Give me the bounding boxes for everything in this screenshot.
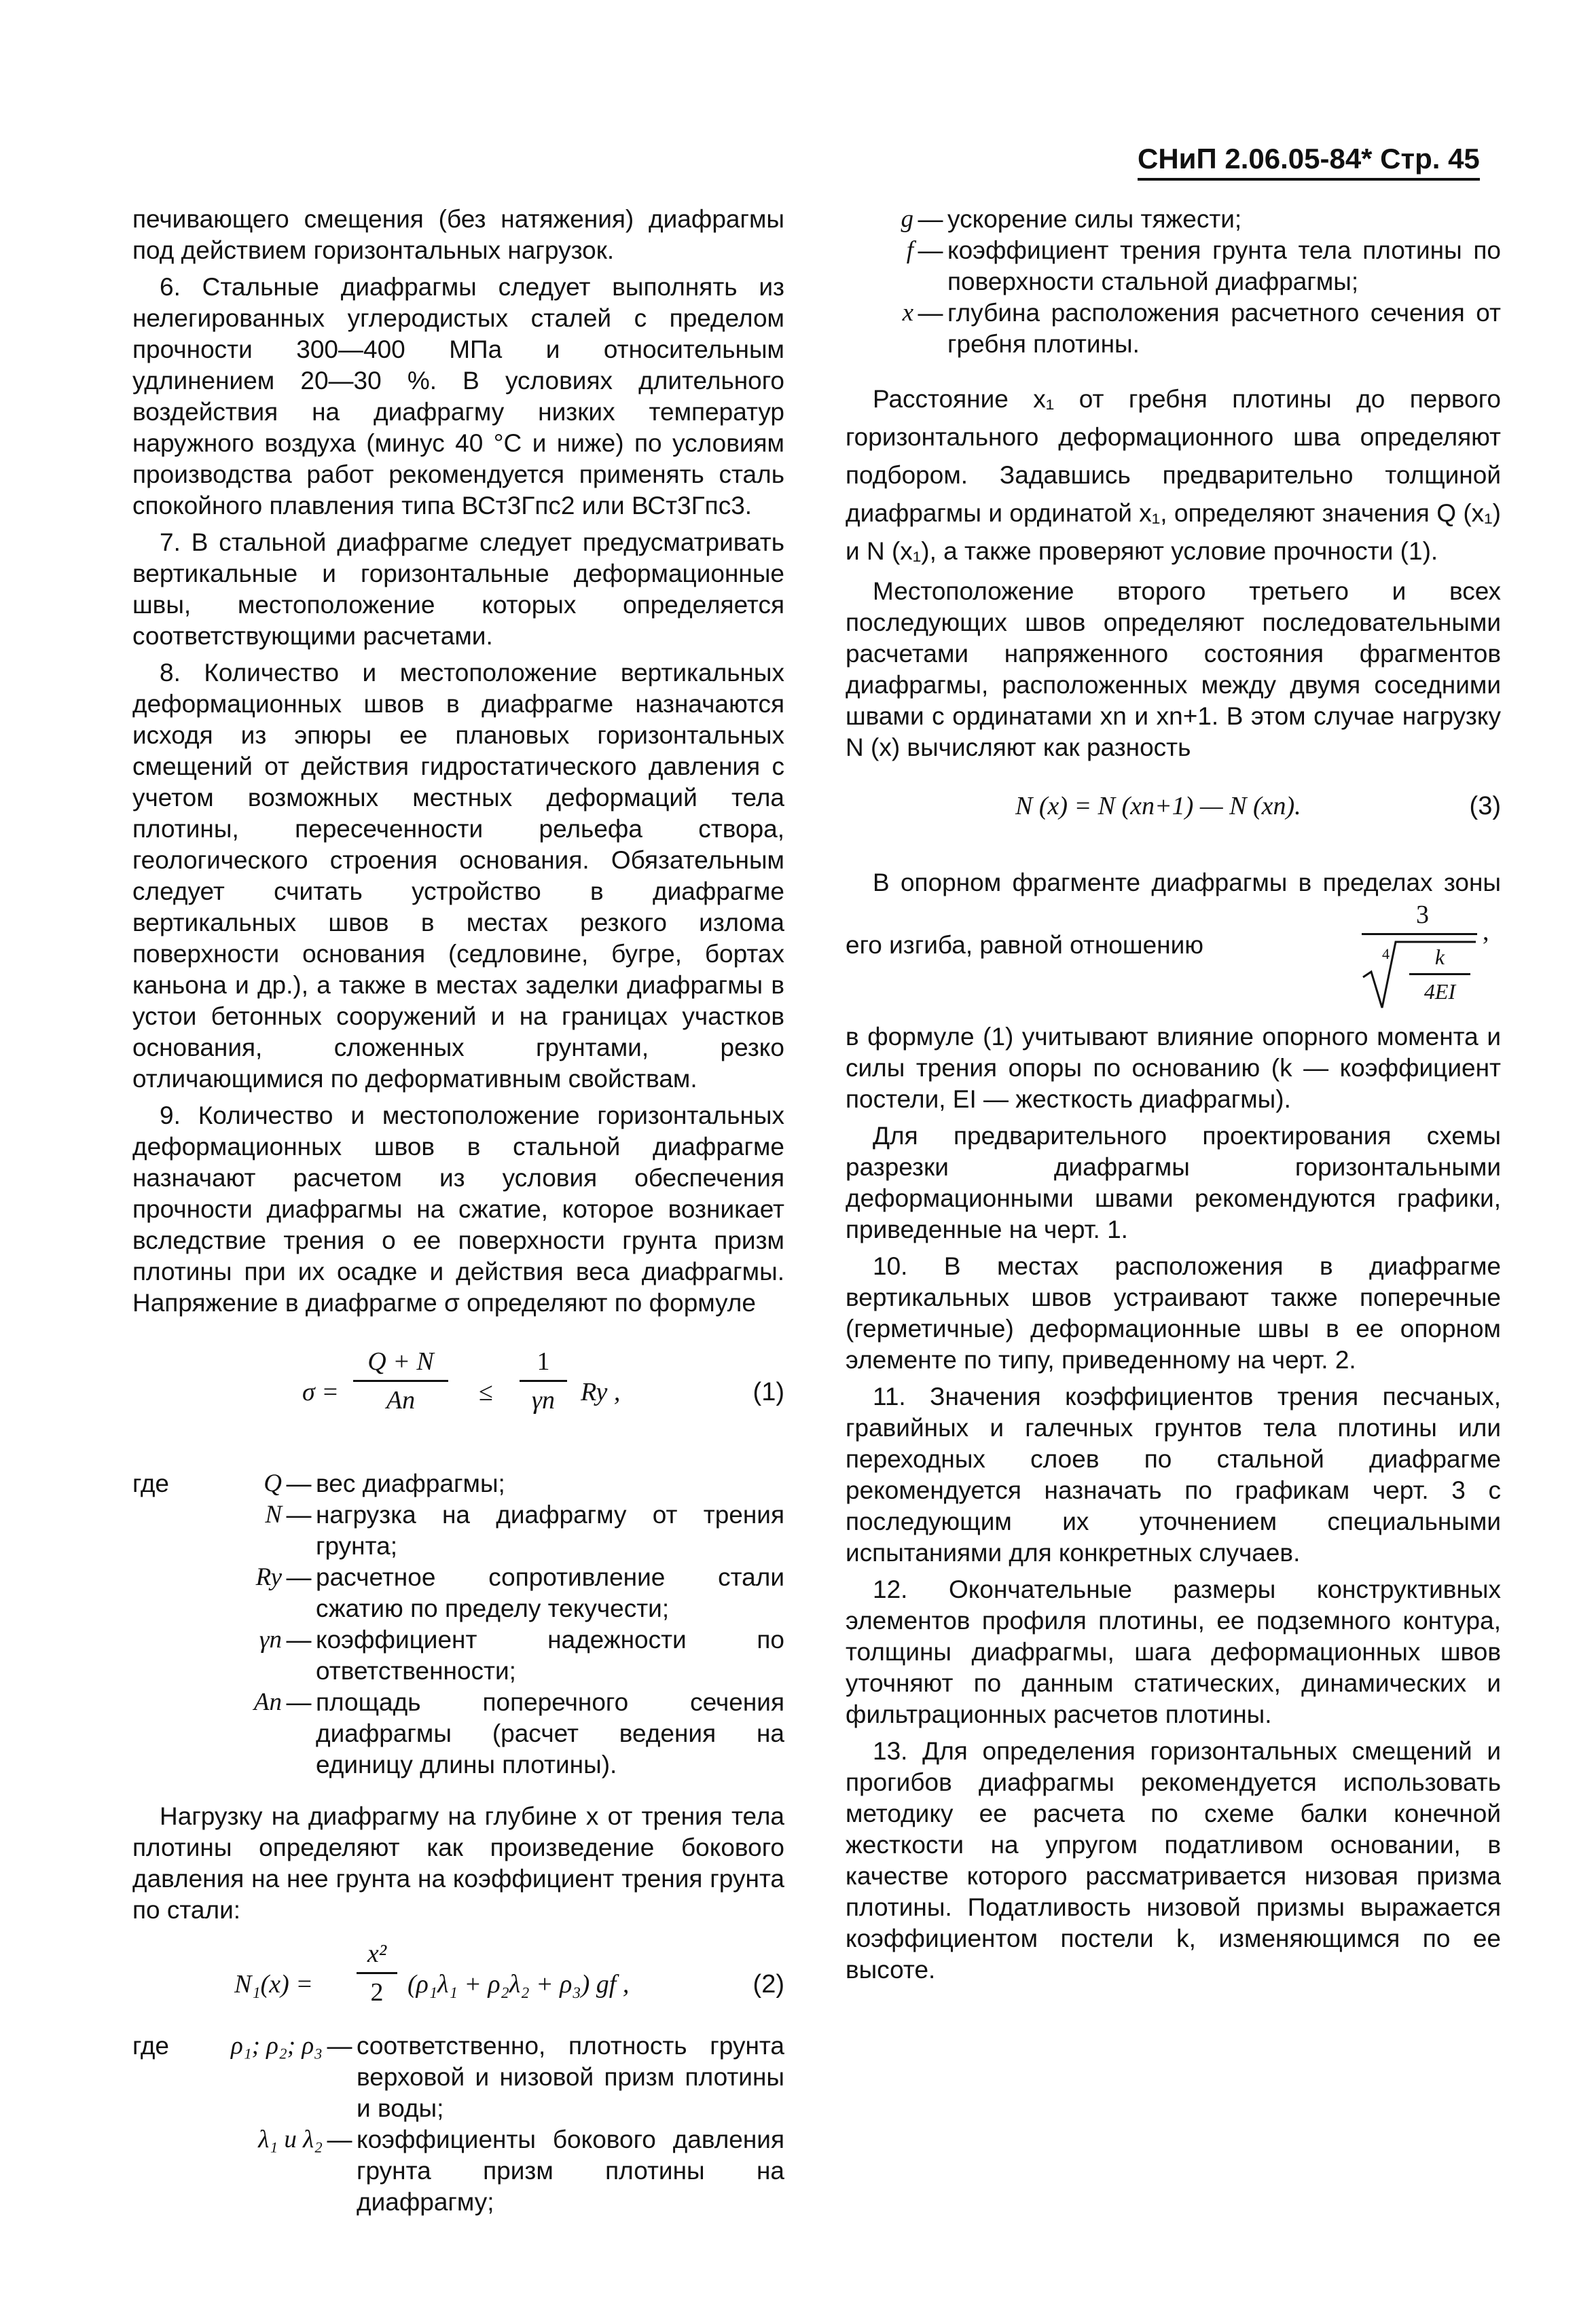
formula-1-denominator: An	[386, 1386, 416, 1415]
definition-2-symbol: λ₁ и λ₂	[258, 2126, 323, 2153]
formula-1-le: ≤	[479, 1378, 493, 1406]
formula-3	[846, 784, 1501, 831]
formula-2-denominator: 2	[370, 1978, 384, 2007]
formula-1	[132, 1339, 784, 1455]
formula-1-ry: Ry ,	[581, 1378, 621, 1406]
definition-3-symbol: f	[906, 236, 913, 264]
where-label-1: где	[132, 1470, 170, 1497]
definitions-1	[132, 1468, 784, 1781]
paragraph-12: 12. Окончательные размеры конструктивных элементов профиля плотины, ее подземного контура, толщины диафрагмы, шага деформационных швов уточняют по данным статических, динамических и фильтрационных расчетов плотины.	[846, 1575, 1501, 1728]
definition-2-text: коэффициенты бокового давления грунта призм плотины на диафрагму;	[357, 2126, 784, 2216]
formula-2-numerator: x²	[367, 1939, 387, 1968]
formula-1-numerator: Q + N	[367, 1347, 434, 1376]
definition-3-text: коэффициент трения грунта тела плотины по поверхности стальной диафрагмы;	[947, 236, 1501, 295]
paragraph-distance: Расстояние x₁ от гребня плотины до первого горизонтального деформационного шва определяют подбором. Задавшись предварительно толщиной диафрагмы и ординатой x₁, определяют значения Q (x₁) и N (x₁), а также проверяют условие прочности (1).	[846, 385, 1501, 565]
definitions-1-list	[214, 1468, 784, 1781]
paragraph-6: 6. Стальные диафрагмы следует выполнять из нелегированных углеродистых сталей с пределом прочности 300—400 МПа и относительным удлинением 20—30 %. В условиях длительного воздействия на диафрагму низких температур наружного воздуха (минус 40 °С и ниже) по условиям производства работ рекомендуется применять сталь спокойного плавления типа ВСт3Гпс2 или ВСт3Гпс3.	[132, 273, 784, 519]
definition-3-symbol: x	[902, 299, 913, 327]
definitions-2-list	[214, 2030, 784, 2218]
paragraph-support-1: В опорном фрагменте диафрагмы в пределах зоны его изгиба, равной отношению	[846, 869, 1501, 959]
formula-2-rhs: (ρ₁λ₁ + ρ₂λ₂ + ρ₃) gf ,	[407, 1970, 630, 1999]
formula-2	[132, 1938, 784, 2026]
definition-1-symbol: An	[253, 1688, 282, 1716]
paragraph-9: 9. Количество и местоположение горизонтальных деформационных швов в стальной диафрагме назначают расчетом из условия обеспечения прочности диафрагмы на сжатие, которое возникает вследствие трения о ее поверхности грунта призм плотины при их осадке и действия веса диафрагмы. Напряжение в диафрагме σ определяют по формуле	[132, 1101, 784, 1317]
paragraph-10: 10. В местах расположения в диафрагме вертикальных швов устраивают также поперечные (герметичные) деформационные швы в ее опорном элементе по типу, приведенному на черт. 2.	[846, 1252, 1501, 1374]
paragraph-8: 8. Количество и местоположение вертикальных деформационных швов в диафрагме назначаются исходя из эпюры ее плановых горизонтальных смещений от действия гидростатического давления с учетом возможных местных деформаций тела плотины, пересеченности рельефа створа, геологического строения основания. Обязательным следует считать устройство в диафрагме вертикальных швов в местах резкого излома поверхности основания (седловине, бугре, бортах каньона и др.), а также в местах заделки диафрагмы в устои бетонных сооружений и на границах участков основания, сложенных грунтами, резко отличающимися по деформативным свойствам.	[132, 659, 784, 1093]
definition-1-text: коэффициент надежности по ответственности;	[316, 1626, 784, 1685]
definition-1-item: N — нагрузка на диафрагму от трения грунта;	[214, 1499, 784, 1562]
definition-1-item: γn — коэффициент надежности по ответственности;	[214, 1624, 784, 1687]
root-inner-numerator: k	[1434, 945, 1445, 969]
definition-2-item: ρ₁; ρ₂; ρ₃ — соответственно, плотность грунта верховой и низовой призм плотины и воды;	[214, 2030, 784, 2124]
root-inner-denominator: 4EI	[1423, 979, 1456, 1004]
definition-1-symbol: N	[265, 1501, 282, 1529]
paragraph-11: 11. Значения коэффициентов трения песчаных, гравийных и галечных грунтов тела плотины или переходных слоев по стальной диафрагме рекомендуется назначать по графикам черт. 3 с последующим их уточнением специальными испытаниями для конкретных случаев.	[846, 1383, 1501, 1567]
paragraph-7: 7. В стальной диафрагме следует предусматривать вертикальные и горизонтальные деформационные швы, местоположение которых определяется соответствующими расчетами.	[132, 528, 784, 650]
paragraph-intro: печивающего смещения (без натяжения) диафрагмы под действием горизонтальных нагрузок.	[132, 205, 784, 264]
formula-1-numerator-2: 1	[537, 1347, 550, 1376]
definition-3-text: ускорение силы тяжести;	[947, 205, 1242, 233]
formula-1-fraction-2	[520, 1346, 567, 1416]
formula-2-number: (2)	[752, 1970, 784, 1999]
definition-1-symbol: Ry	[255, 1563, 282, 1591]
formula-2-fraction	[357, 1938, 397, 2008]
definition-2-item: λ₁ и λ₂ — коэффициенты бокового давления грунта призм плотины на диафрагму;	[214, 2124, 784, 2218]
paragraph-support-2: в формуле (1) учитывают влияние опорного момента и силы трения опоры по основанию (k — коэффициент постели, EI — жесткость диафрагмы).	[846, 1023, 1501, 1113]
definition-3-item: x — глубина расположения расчетного сечения от гребня плотины.	[846, 297, 1501, 360]
root-inner-fraction	[1409, 941, 1470, 1007]
paragraph-location: Местоположение второго третьего и всех последующих швов определяют последовательными расчетами напряженного состояния фрагментов диафрагмы, расположенных между двумя соседними швами с ординатами xn и xn+1. В этом случае нагрузку N (x) вычисляют как разность	[846, 577, 1501, 761]
definitions-3-list	[846, 204, 1501, 360]
formula-3-expression: N (x) = N (xn+1) — N (xn).	[1015, 792, 1301, 820]
definition-1-text: расчетное сопротивление стали сжатию по пределу текучести;	[316, 1563, 784, 1622]
paragraph-13: 13. Для определения горизонтальных смещений и прогибов диафрагмы рекомендуется использовать методику ее расчета по схеме балки конечной жесткости на упругом податливом основании, в качестве которого рассматривается низовая призма плотины. Податливость низовой призмы выражается коэффициентом постели k, изменяющимся по ее высоте.	[846, 1737, 1501, 1984]
definition-2-text: соответственно, плотность грунта верховой и низовой призм плотины и воды;	[357, 2032, 784, 2122]
right-column	[846, 204, 1501, 1986]
definition-1-text: нагрузка на диафрагму от трения грунта;	[316, 1501, 784, 1560]
definition-2-symbol: ρ₁; ρ₂; ρ₃	[230, 2032, 323, 2060]
left-column	[132, 204, 784, 2218]
support-zone-block	[846, 852, 1501, 1021]
formula-1-fraction	[353, 1346, 448, 1416]
formula-2-lhs: N₁(x) =	[234, 1970, 313, 1999]
root-fraction-numerator: 3	[1416, 900, 1429, 929]
definition-1-item: An — площадь поперечного сечения диафрагмы (расчет ведения на единицу длины плотины).	[214, 1687, 784, 1781]
formula-1-denominator-2: γn	[532, 1386, 555, 1415]
definition-3-text: глубина расположения расчетного сечения от гребня плотины.	[947, 299, 1501, 358]
definition-1-symbol: γn	[259, 1626, 282, 1654]
paragraph-preliminary: Для предварительного проектирования схемы разрезки диафрагмы горизонтальными деформационными швами рекомендуются графики, приведенные на черт. 1.	[846, 1122, 1501, 1243]
definition-1-text: вес диафрагмы;	[316, 1470, 505, 1497]
definition-1-text: площадь поперечного сечения диафрагмы (расчет ведения на единицу длины плотины).	[316, 1688, 784, 1779]
formula-1-lhs: σ =	[302, 1378, 339, 1406]
formula-1-number: (1)	[752, 1378, 784, 1406]
formula-3-number: (3)	[1469, 792, 1501, 820]
page-header: СНиП 2.06.05-84* Стр. 45	[1138, 143, 1480, 181]
definitions-2	[132, 2030, 784, 2218]
definition-3-symbol: g	[901, 205, 913, 233]
definition-3-item: f — коэффициент трения грунта тела плотины по поверхности стальной диафрагмы;	[846, 235, 1501, 297]
definition-3-item: g — ускорение силы тяжести;	[846, 204, 1501, 235]
definition-1-symbol: Q	[264, 1470, 282, 1497]
root-fraction: 3 4 k 4EI ,	[1362, 899, 1498, 1015]
paragraph-load: Нагрузку на диафрагму на глубине x от трения тела плотины определяют как произведение бокового давления на нее грунта на коэффициент трения грунта по стали:	[132, 1802, 784, 1924]
definition-1-item: Q — вес диафрагмы;	[214, 1468, 784, 1499]
root-index: 4	[1382, 945, 1390, 962]
where-label-2: где	[132, 2032, 170, 2060]
definition-1-item: Ry — расчетное сопротивление стали сжатию по пределу текучести;	[214, 1562, 784, 1624]
